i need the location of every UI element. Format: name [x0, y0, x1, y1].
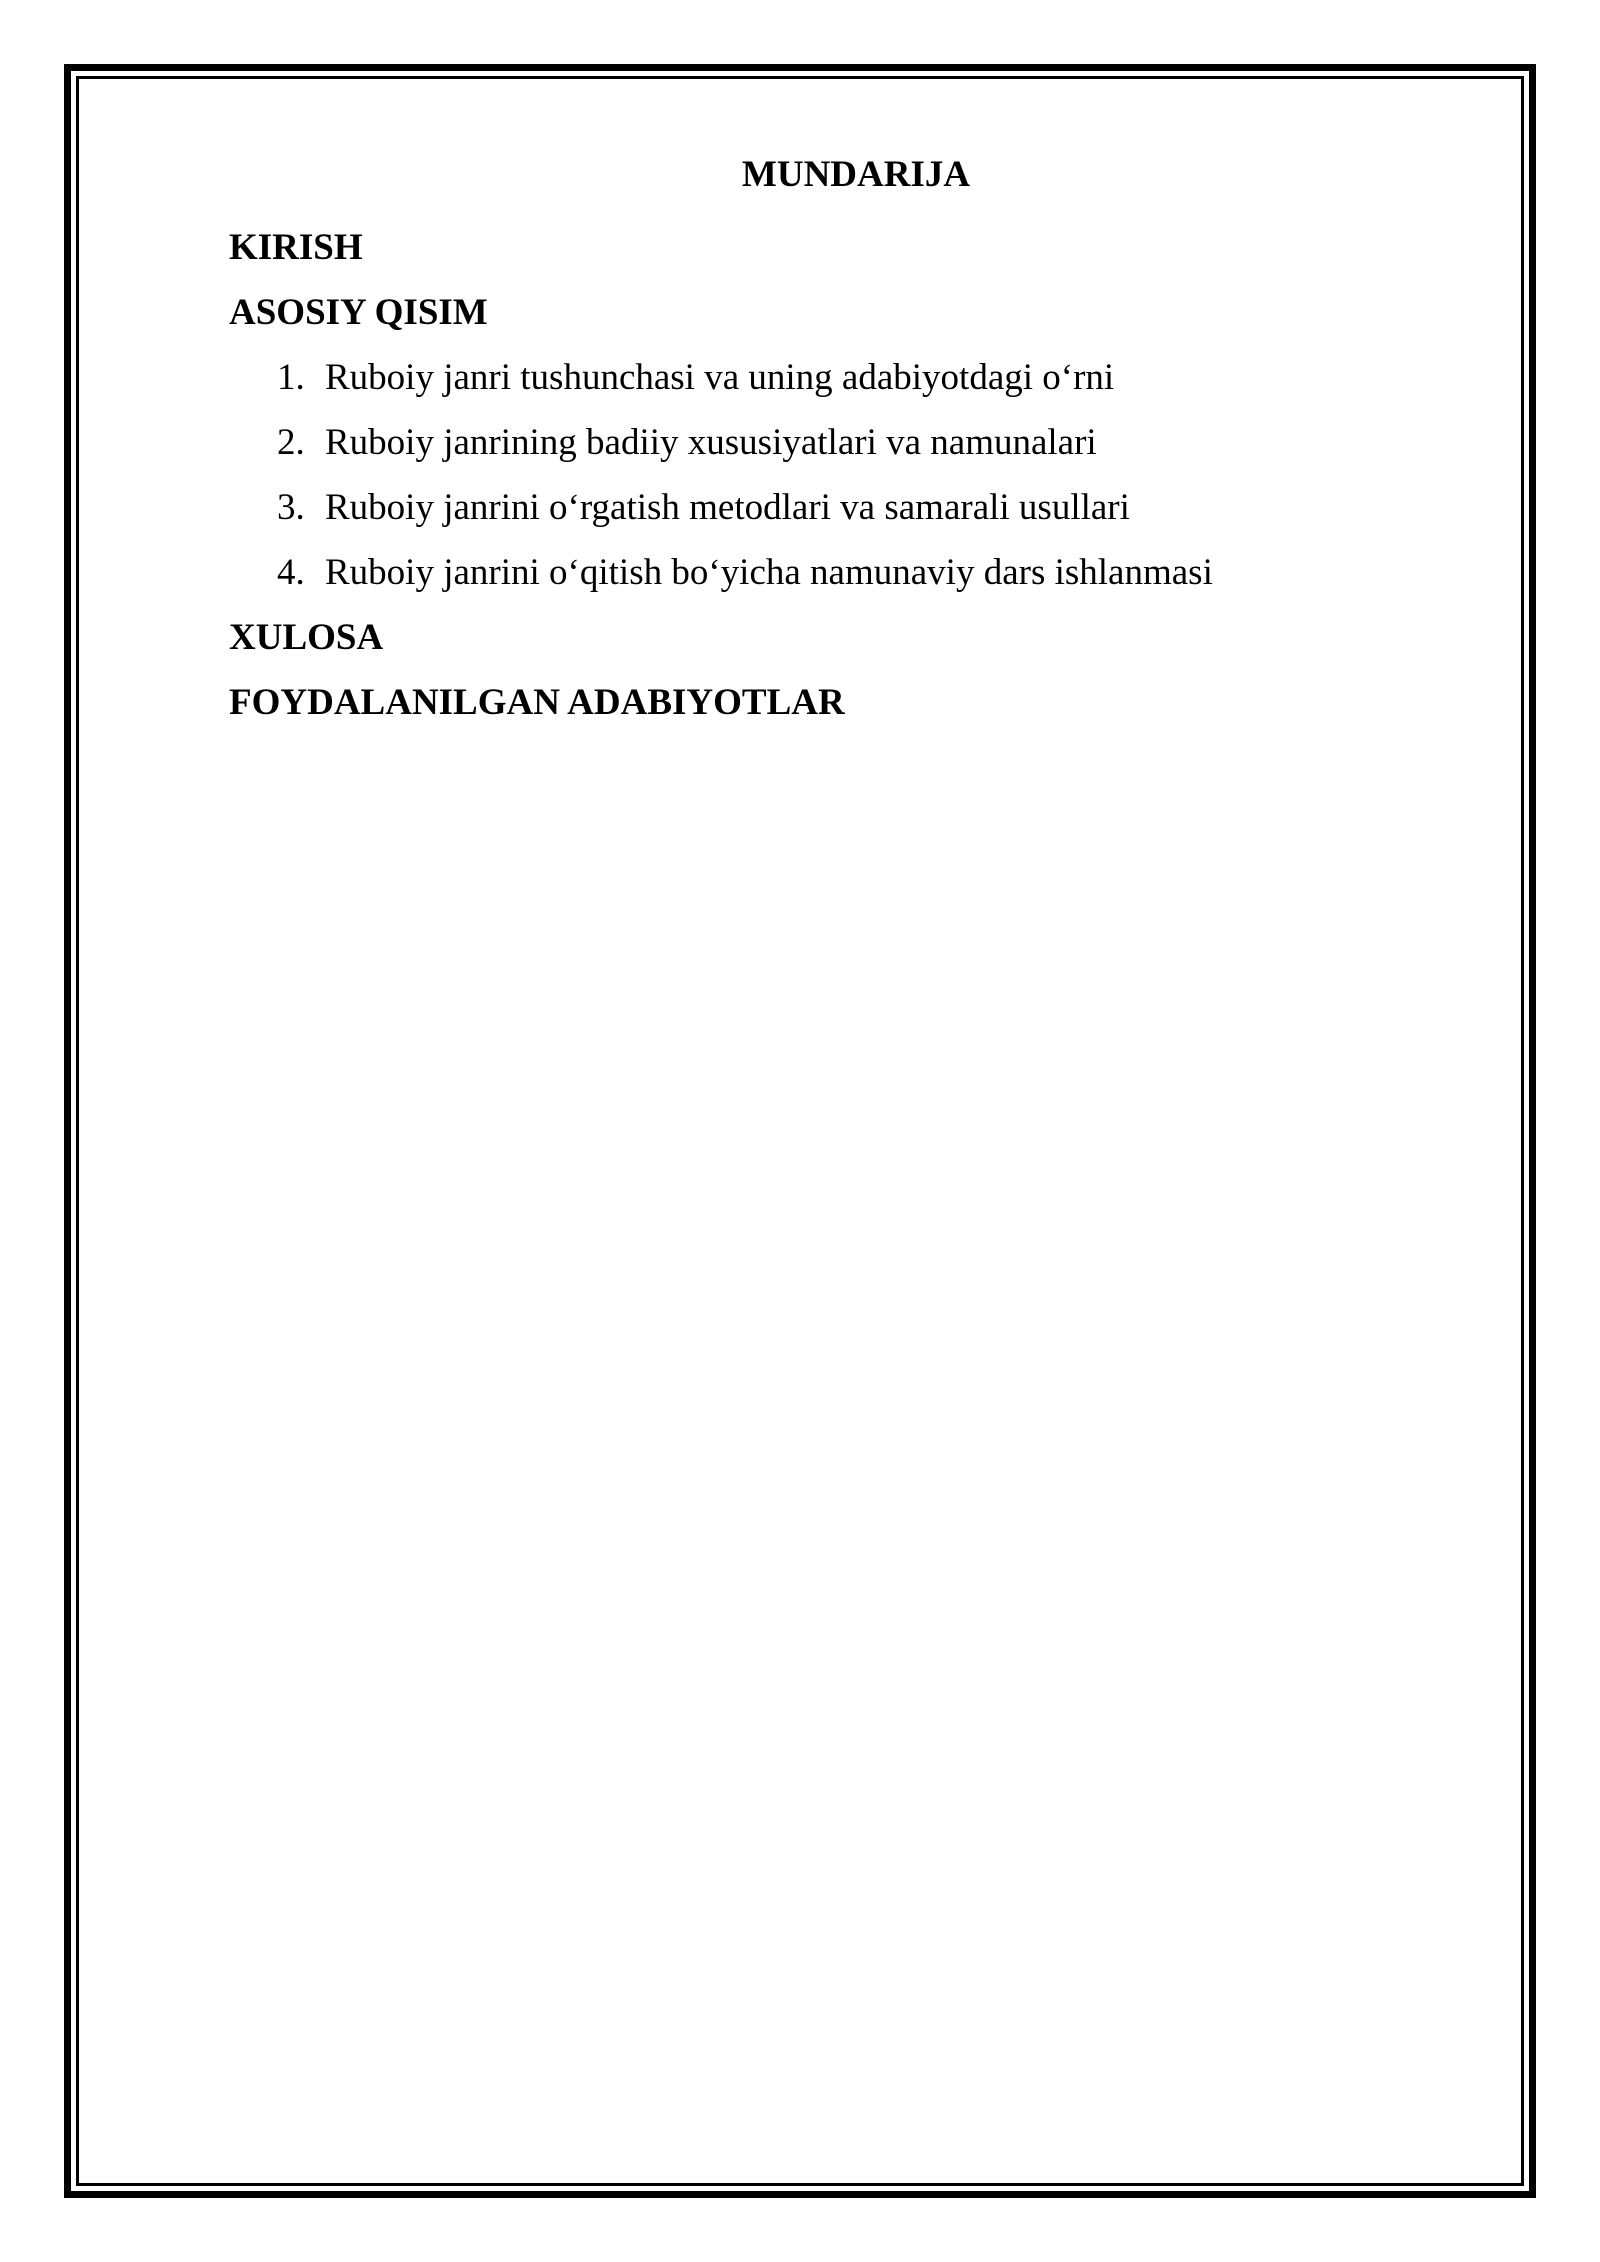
toc-item-number: 1.	[277, 357, 305, 398]
toc-item-text: Ruboiy janri tushunchasi va uning adabiyotdagi o‘rni	[325, 357, 1115, 398]
toc-item-text: Ruboiy janrini o‘rgatish metodlari va samarali usullari	[325, 487, 1130, 528]
toc-heading-asosiy-qisim: ASOSIY QISIM	[229, 292, 488, 333]
toc-item-text: Ruboiy janrini o‘qitish bo‘yicha namunaviy dars ishlanmasi	[325, 552, 1213, 593]
toc-item-text: Ruboiy janrining badiiy xususiyatlari va namunalari	[325, 422, 1097, 463]
toc-title: MUNDARIJA	[741, 154, 971, 195]
toc-item-1	[229, 345, 1449, 410]
toc-item-3	[229, 475, 1449, 540]
toc-heading-kirish: KIRISH	[229, 227, 363, 268]
toc-item-number: 3.	[277, 487, 305, 528]
toc-item-4	[229, 540, 1449, 605]
toc-item-2	[229, 410, 1449, 475]
toc-heading-foydalanilgan-adabiyotlar: FOYDALANILGAN ADABIYOTLAR	[229, 682, 845, 723]
toc-item-number: 2.	[277, 422, 305, 463]
toc-heading-xulosa: XULOSA	[229, 617, 384, 658]
toc-item-number: 4.	[277, 552, 305, 593]
table-of-contents	[229, 215, 1449, 735]
